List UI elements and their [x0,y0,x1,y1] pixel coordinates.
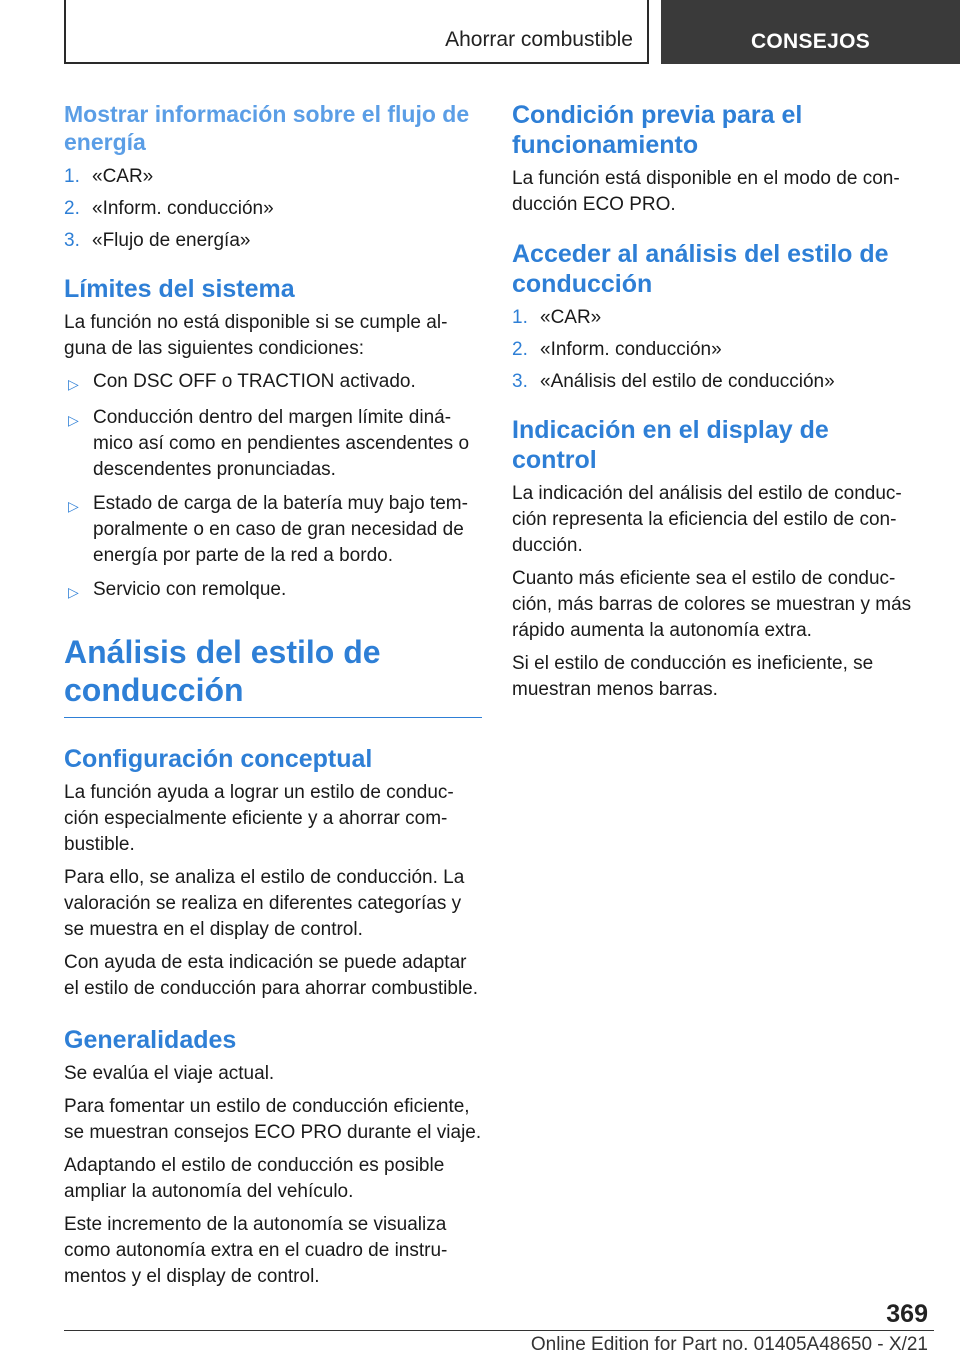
main-heading: Análisis del estilo de conducción [64,634,381,708]
limits-intro: La función no está disponible si se cumple al-guna de las siguientes condiciones: [64,312,448,359]
paragraph: Cuanto más eficiente sea el estilo de conduc-ción, más barras de colores se muestran y más rápido aumenta la autonomía extra. [512,568,912,641]
paragraph: La función está disponible en el modo de con-ducción ECO PRO. [512,168,900,215]
triangle-bullet-icon: ▷ [68,584,79,600]
concept-heading: Configuración conceptual [64,745,373,773]
right-column [512,100,917,710]
list-item: ▷ Conducción dentro del margen límite diná-mico así como en pendientes ascendentes o descendentes pronunciadas. [64,405,482,483]
paragraph: La indicación del análisis del estilo de conduc-ción representa la eficiencia del estilo de con-ducción. [512,483,902,556]
list-item: 3. «Análisis del estilo de conducción» [512,371,835,392]
list-item: ▷ Con DSC OFF o TRACTION activado. [64,369,482,397]
list-item: 1. «CAR» [64,166,154,187]
triangle-bullet-icon: ▷ [68,412,79,428]
triangle-bullet-icon: ▷ [68,498,79,514]
limits-heading: Límites del sistema [64,275,295,303]
paragraph: Si el estilo de conducción es ineficiente, se muestran menos barras. [512,653,874,700]
flow-heading: Mostrar información sobre el flujo de energía [64,101,470,155]
paragraph: La función ayuda a lograr un estilo de conduc-ción especialmente eficiente y a ahorrar com-bustible. [64,782,454,855]
list-item: 2. «Inform. conducción» [512,339,722,360]
prereq-heading: Condición previa para el funcionamiento [512,101,803,159]
paragraph: Para fomentar un estilo de conducción eficiente, se muestran consejos ECO PRO durante el viaje. [64,1096,482,1143]
footer-divider [64,1330,934,1331]
main-heading-block [64,633,482,718]
header-section-title: Ahorrar combustible [445,28,633,51]
header-section-tab [64,0,649,64]
header-chapter-tab [661,0,960,64]
paragraph: Con ayuda de esta indicación se puede adaptar el estilo de conducción para ahorrar combustible. [64,952,479,999]
footer-edition: Online Edition for Part no. 01405A48650 - X/21 [530,1334,928,1355]
limits-list [64,369,482,605]
list-item: ▷ Servicio con remolque. [64,577,482,605]
triangle-bullet-icon: ▷ [68,376,79,392]
access-steps-list [512,305,917,395]
header-chapter-title: CONSEJOS [750,30,871,53]
list-item: 3. «Flujo de energía» [64,230,251,251]
display-heading: Indicación en el display de control [512,416,829,474]
paragraph: Para ello, se analiza el estilo de conducción. La valoración se realiza en diferentes categorías y se muestra en el display de control. [64,867,465,940]
list-item: ▷ Estado de carga de la batería muy bajo tem-poralmente o en caso de gran necesidad de energía por parte de la red a bordo. [64,491,482,569]
paragraph: Este incremento de la autonomía se visualiza como autonomía extra en el cuadro de instru-mentos y el display de control. [64,1214,448,1287]
paragraph: Adaptando el estilo de conducción es posible ampliar la autonomía del vehículo. [64,1155,445,1202]
paragraph: Se evalúa el viaje actual. [64,1063,275,1084]
list-item: 2. «Inform. conducción» [64,198,274,219]
general-heading: Generalidades [64,1026,237,1054]
flow-steps-list [64,164,482,254]
left-column [64,100,482,1297]
page-number: 369 [886,1300,928,1328]
access-heading: Acceder al análisis del estilo de conducción [512,240,889,298]
list-item: 1. «CAR» [512,307,602,328]
